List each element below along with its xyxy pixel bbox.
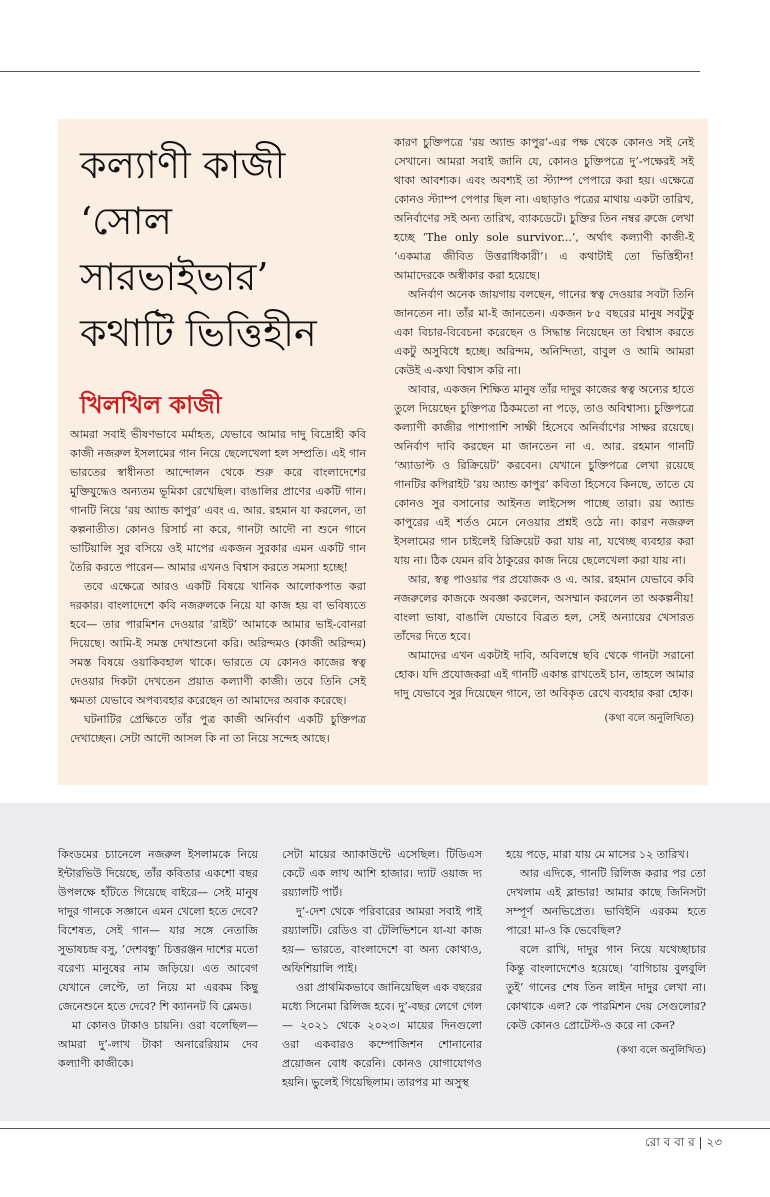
paragraph: আমাদের এখন একটাই দাবি, অবিলম্বে ছবি থেকে গানটা সরানো হোক। যদি প্রযোজকরা এই গানটি একান্ত রাখতেই চান, তাহলে আমার দাদু যেভাবে সুর দিয়েছেন গানে, তা অবিকৃত রেখে ব্যবহার করা হোক।	[394, 649, 694, 700]
paragraph: ঘটনাটির প্রেক্ষিতে তাঁর পুত্র কাজী অনির্বাণ একটি চুক্তিপত্র দেখাচ্ছেন। সেটা আদৌ আসল কি না তা নিয়ে সন্দেহ আছে।	[70, 713, 366, 745]
paragraph: আর, স্বত্ব পাওয়ার পর প্রযোজক ও এ. আর. রহমান যেভাবে কবি নজরুলের কাজকে অবজ্ঞা করলেন, অসম্মান করলেন তা অকল্পনীয়! বাংলা ভাষা, বাঙালি যেভাবে বিব্রত হল, সেই অন্যায়ের খেসারত তাঁদের দিতে হবে।	[394, 573, 694, 643]
article-secondary-column-1	[58, 845, 258, 1073]
headline-line: কথাটি ভিত্তিহীন	[80, 311, 317, 355]
article-main	[58, 119, 708, 785]
paragraph: অনির্বাণ অনেক জায়গায় বলছেন, গানের স্বত্ব দেওয়ার সবটা তিনি জানতেন না। তাঁর মা-ই জানতেন। একজন ৮৫ বছরের মানুষ সবটুকু একা বিচার-বিবেচনা করেছেন ও সিদ্ধান্ত নিয়েছেন তা বিশ্বাস করতে একটু অসুবিধে হচ্ছে। অরিন্দম, অনিন্দিতা, বাবুল ও আমি আমরা কেউই এ-কথা বিশ্বাস করি না।	[394, 288, 694, 377]
page-footer: রো ব বা র | ২৩	[644, 1135, 722, 1149]
top-rule	[0, 71, 700, 72]
paragraph: তবে এক্ষেত্রে আরও একটি বিষয়ে খানিক আলোকপাত করা দরকার। বাংলাদেশে কবি নজরুলকে নিয়ে যা কাজ হয় বা ভবিষ্যতে হবে— তার পারমিশন দেওয়ার ‘রাইট’ আমাকে আমার ভাই-বোনরা দিয়েছে। আমি-ই সমস্ত দেখাশুনো করি। অরিন্দমও (কাজী অরিন্দম) সমস্ত বিষয়ে ওয়াকিবহাল থাকে। ভারতে যে কোনও কাজের স্বত্ব দেওয়ার দিকটা দেখতেন প্রয়াত কল্যাণী কাজী। তবে তিনি সেই ক্ষমতা যেভাবে অপব্যবহার করেছেন তা আমাদের অবাক করেছে।	[70, 580, 366, 707]
article-secondary	[0, 803, 770, 1121]
paragraph: হয়ে পড়ে, মারা যায় মে মাসের ১২ তারিখ।	[506, 848, 689, 861]
article-secondary-column-3	[506, 845, 706, 1060]
transcription-credit: (কথা বলে অনুলিখিত)	[604, 713, 694, 724]
paragraph: আবার, একজন শিক্ষিত মানুষ তাঁর দাদুর কাজের স্বত্ব অন্যের হাতে তুলে দিয়েছেন চুক্তিপত্র ঠিকমতো না পড়ে, তাও অবিশ্বাস্য। চুক্তিপত্রে কল্যাণী কাজীর পাশাপাশি সাক্ষী হিসেবে অনির্বাণের সাক্ষর রয়েছে। অনির্বাণ দাবি করছেন মা জানতেন না এ. আর. রহমান গানটি ‘অ্যাডাপ্ট ও রিক্রিয়েট’ করবেন। যেখানে চুক্তিপত্রে লেখা রয়েছে গানটির কপিরাইট ‘রয় অ্যান্ড কাপুর’ কবিতা হিসেবে কিনছে, তাতে যে কোনও সুর বসানোর আইনত লাইসেন্স পাচ্ছে তারা। রয় অ্যান্ড কাপুরের এই শর্তও মেনে নেওয়ার প্রশ্নই ওঠে না। কারণ নজরুল ইসলামের গান চাইলেই রিক্রিয়েট করা যায় না, যথেচ্ছ ব্যবহার করা যায় না। ঠিক যেমন রবি ঠাকুরের কাজ নিয়ে ছেলেখেলা করা যায় না।	[394, 383, 694, 567]
transcription-credit: (কথা বলে অনুলিখিত)	[616, 1045, 706, 1056]
headline-line: ‘সোল	[80, 199, 172, 243]
paragraph: বলে রাখি, দাদুর গান নিয়ে যথেচ্ছাচার কিন্তু বাংলাদেশেও হয়েছে। ‘বাগিচায় বুলবুলি তুই’ গানের শেষ তিন লাইন দাদুর লেখা না। কোথাকে এল? কে পারমিশন দেয় সেগুলোর? কেউ কোনও প্রোটেস্ট-ও করে না কেন?	[506, 943, 706, 1032]
paragraph: সেটা মায়ের অ্যাকাউন্টে এসেছিল। টিডিএস কেটে এক লাখ আশি হাজার। দ্যাট ওয়াজ দ্য রয়্যালটি পার্ট।	[282, 848, 482, 899]
paragraph: আমরা সবাই ভীষণভাবে মর্মাহত, যেভাবে আমার দাদু বিদ্রোহী কবি কাজী নজরুল ইসলামের গান নিয়ে ছেলেখেলা হল সম্প্রতি। এই গান ভারতের স্বাধীনতা আন্দোলন থেকে শুরু করে বাংলাদেশের মুক্তিযুদ্ধেও অন্যতম ভূমিকা রেখেছিল। বাঙালির প্রাণের একটি গান। গানটি নিয়ে ‘রয় অ্যান্ড কাপুর’ এবং এ. আর. রহমান যা করলেন, তা কল্পনাতীত। কোনও রিসার্চ না করে, গানটা আদৌ না শুনে গানে ভাটিয়ালি সুর বসিয়ে ওই মাপের একজন সুরকার এমন একটি গান তৈরি করতে পারেন— আমার এখনও বিশ্বাস করতে সমস্যা হচ্ছে!	[70, 428, 366, 574]
paragraph: দু’-দেশ থেকে পরিবারের আমরা সবাই পাই রয়্যালটি। রেডিও বা টেলিভিশনে যা-যা কাজ হয়— ভারতে, বাংলাদেশে বা অন্য কোথাও, অফিশিয়ালি পাই।	[282, 905, 482, 975]
paragraph: মা কোনও টাকাও চায়নি। ওরা বলেছিল— আমরা দু’-লাখ টাকা অনারেরিয়াম দেব কল্যাণী কাজীকে।	[58, 1019, 258, 1070]
article-secondary-column-2	[282, 845, 482, 1092]
paragraph: কিংডমের চ্যানেলে নজরুল ইসলামকে নিয়ে ইন্টারভিউ দিয়েছে, তাঁর কবিতার একশো বছর উপলক্ষে হাঁটতে গিয়েছে বাইরে— সেই মানুষ দাদুর গানকে সজ্ঞানে এমন খেলো হতে দেবে? বিশেষত, সেই গান— যার সঙ্গে নেতাজি সুভাষচন্দ্র বসু, ‘দেশবন্ধু’ চিত্তরঞ্জন দাশের মতো বরেণ্য মানুষের নাম জড়িয়ে। এত আবেগ যেখানে লেপ্টে, তা নিয়ে মা এরকম কিছু জেনেশুনে হতে দেবে? শি ক্যাননট বি ব্লেমড।	[58, 848, 258, 1013]
paragraph: কারণ চুক্তিপত্রে ‘রয় অ্যান্ড কাপুর’-এর পক্ষ থেকে কোনও সই নেই সেখানে। আমরা সবাই জানি যে, কোনও চুক্তিপত্রে দু’-পক্ষেরই সই থাকা আবশ্যক। এবং অবশ্যই তা স্ট্যাম্প পেপারে করা হয়। এক্ষেত্রে কোনও স্ট্যাম্প পেপার ছিল না। এছাড়াও পত্রের মাথায় একটা তারিখ, অনির্বাণের সই অন্য তারিখ, ব্যাকডেটে। চুক্তির তিন নম্বর রুজে লেখা হচ্ছে ‘The only sole survivor...’, অর্থাৎ কল্যাণী কাজী-ই ‘একমাত্র জীবিত উত্তরাধিকারী’। এ কথাটাই তো ভিত্তিহীন! আমাদেরকে অস্বীকার করা হয়েছে।	[394, 136, 694, 282]
byline: খিলখিল কাজী	[80, 390, 222, 419]
paragraph: আর এদিকে, গানটি রিলিজ করার পর তো দেখলাম এই ব্লান্ডার! আমার কাছে জিনিসটা সম্পূর্ণ অনভিপ্রেত। ভাবিইনি এরকম হতে পারে! মা-ও কি ভেবেছিল?	[506, 867, 706, 937]
headline-line: কল্যাণী কাজী	[80, 143, 286, 187]
article-main-column-1	[70, 425, 366, 748]
headline	[80, 137, 380, 361]
headline-line: সারভাইভার’	[80, 255, 269, 299]
article-main-column-2	[394, 133, 694, 728]
paragraph: ওরা প্রাথমিকভাবে জানিয়েছিল এক বছরের মধ্যে সিনেমা রিলিজ হবে। দু’-বছর লেগে গেল— ২০২১ থেকে ২০২৩। মায়ের দিনগুলো ওরা একবারও কম্পোজিশন শোনানোর প্রয়োজন বোধ করেনি। কোনও যোগাযোগও হয়নি। ভুলেই গিয়েছিলাম। তারপর মা অসুস্থ	[282, 981, 482, 1089]
bottom-rule	[0, 1128, 770, 1129]
